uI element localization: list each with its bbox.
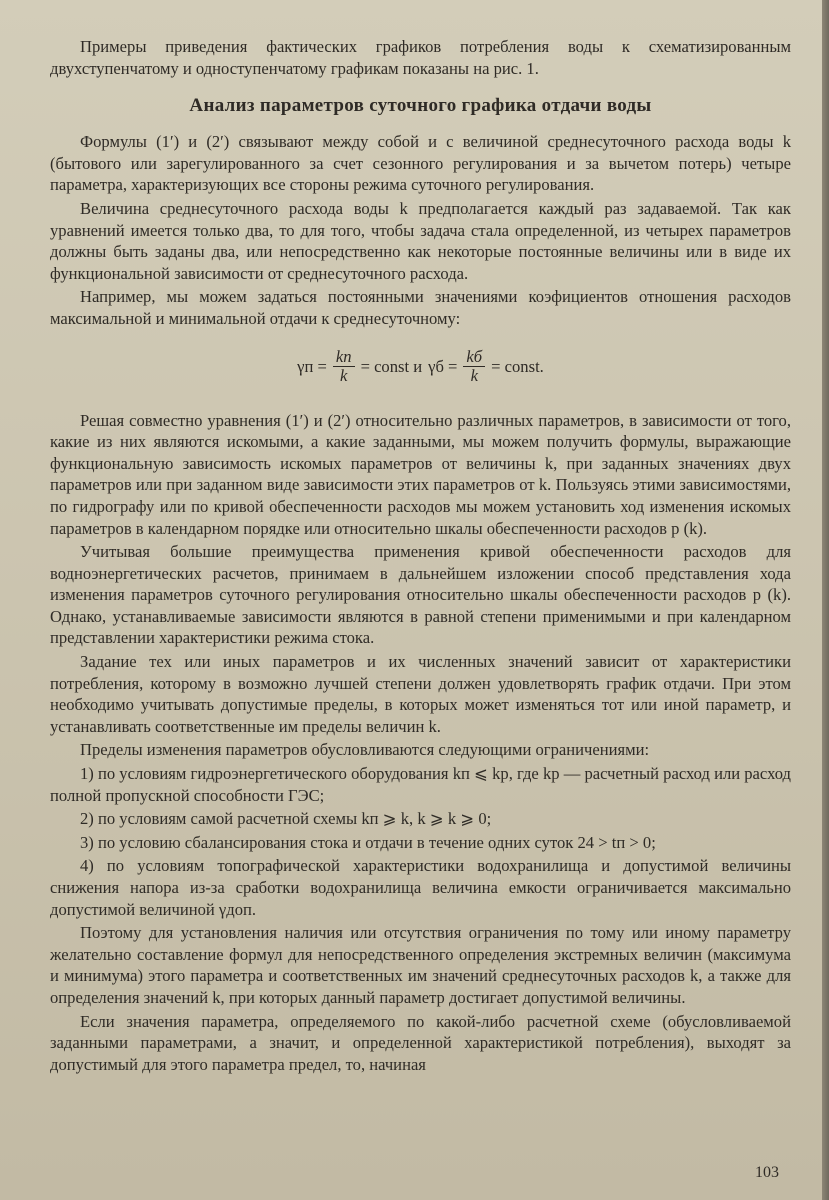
fraction-2-numerator: kб (463, 348, 485, 367)
paragraph: Величина среднесуточного расхода воды k предполагается каждый раз задаваемой. Так как уравнений имеется только два, то для того, чтобы задача стала определенной, из четырех параметров должны быть заданы два, или непосредственно как некоторые постоянные величины или в виде их функциональной зависимости от среднесуточного расхода. (50, 198, 791, 283)
formula-gamma-p: γп = (297, 356, 327, 376)
paragraph: Если значения параметра, определяемого по какой-либо расчетной схеме (обусловливаемой заданными параметрами, а значит, и определенной характеристикой потребления), выходят за допустимый для этого параметра предел, то, начиная (50, 1011, 791, 1074)
formula (50, 344, 791, 390)
list-item: 2) по условиям самой расчетной схемы kп ⩾ k, k ⩾ k ⩾ 0; (80, 809, 492, 829)
fraction-1 (333, 348, 355, 385)
fraction-2-denominator: k (470, 366, 478, 386)
paragraph: Формулы (1′) и (2′) связывают между собой и с величиной среднесуточного расхода воды k (бытового или зарегулированного за счет сезонного регулирования и за вычетом потерь) четыре параметра, характеризующих все стороны режима суточного регулирования. (50, 132, 791, 195)
formula-const-2: = const. (491, 356, 544, 376)
list-item: 1) по условиям гидроэнергетического оборудования kп ⩽ kр, где kр — расчетный расход или расход полной пропускной способности ГЭС; (50, 764, 791, 805)
fraction-1-denominator: k (340, 366, 348, 386)
fraction-2 (463, 348, 485, 385)
paragraph: Пределы изменения параметров обусловливаются следующими ограничениями: (80, 740, 650, 760)
formula-const-1: = const и (360, 356, 423, 376)
section-heading: Анализ параметров суточного графика отдачи воды (189, 95, 652, 117)
list-item: 3) по условию сбалансирования стока и отдачи в течение одних суток 24 > tп > 0; (80, 832, 656, 852)
page-number: 103 (755, 1164, 779, 1181)
paragraph: Решая совместно уравнения (1′) и (2′) относительно различных параметров, в зависимости от того, какие из них являются искомыми, а какие заданными, мы можем получить формулы, выражающие функциональную зависимость искомых параметров от величины k, при заданных значениях двух параметров или при заданном виде зависимости этих параметров от k. Пользуясь этими зависимостями, по гидрографу или по кривой обеспеченности расходов мы можем установить ход изменения искомых параметров в календарном порядке или относительно шкалы обеспеченности расходов p (k). (50, 410, 791, 538)
paragraph: Поэтому для установления наличия или отсутствия ограничения по тому или иному параметру желательно составление формул для непосредственного определения экстремных величин (максимума и минимума) этого параметра и соответственных им значений среднесуточных расходов k, а также для определения значений k, при которых данный параметр достигает допустимой величины. (50, 923, 791, 1007)
intro-paragraph: Примеры приведения фактических графиков потребления воды к схематизированным двухступенчатому и одноступенчатому графикам показаны на рис. 1. (50, 37, 791, 78)
fraction-1-numerator: kп (333, 348, 355, 367)
page-edge-shadow (822, 0, 829, 1200)
paragraph: Задание тех или иных параметров и их численных значений зависит от характеристики потребления, которому в возможно лучшей степени должен удовлетворять график отдачи. При этом необходимо учитывать допустимые пределы, в которых может изменяться тот или иной параметр, и устанавливать соответственные им пределы величин k. (50, 652, 791, 736)
paragraph: Учитывая большие преимущества применения кривой обеспеченности расходов для водноэнергетических расчетов, принимаем в дальнейшем изложении способ представления хода изменения параметров суточного регулирования относительно шкалы обеспеченности расходов p (k). Однако, устанавливаемые зависимости являются в равной степени применимыми и при календарном представлении характеристики режима стока. (50, 542, 791, 648)
formula-gamma-b: γб = (428, 356, 458, 376)
paragraph: Например, мы можем задаться постоянными значениями коэфициентов отношения расходов максимальной и минимальной отдачи к среднесуточному: (50, 287, 791, 328)
list-item: 4) по условиям топографической характеристики водохранилища и допустимой величины снижения напора из-за сработки водохранилища величина емкости ограничивается максимально допустимой величиной γдоп. (50, 856, 791, 919)
